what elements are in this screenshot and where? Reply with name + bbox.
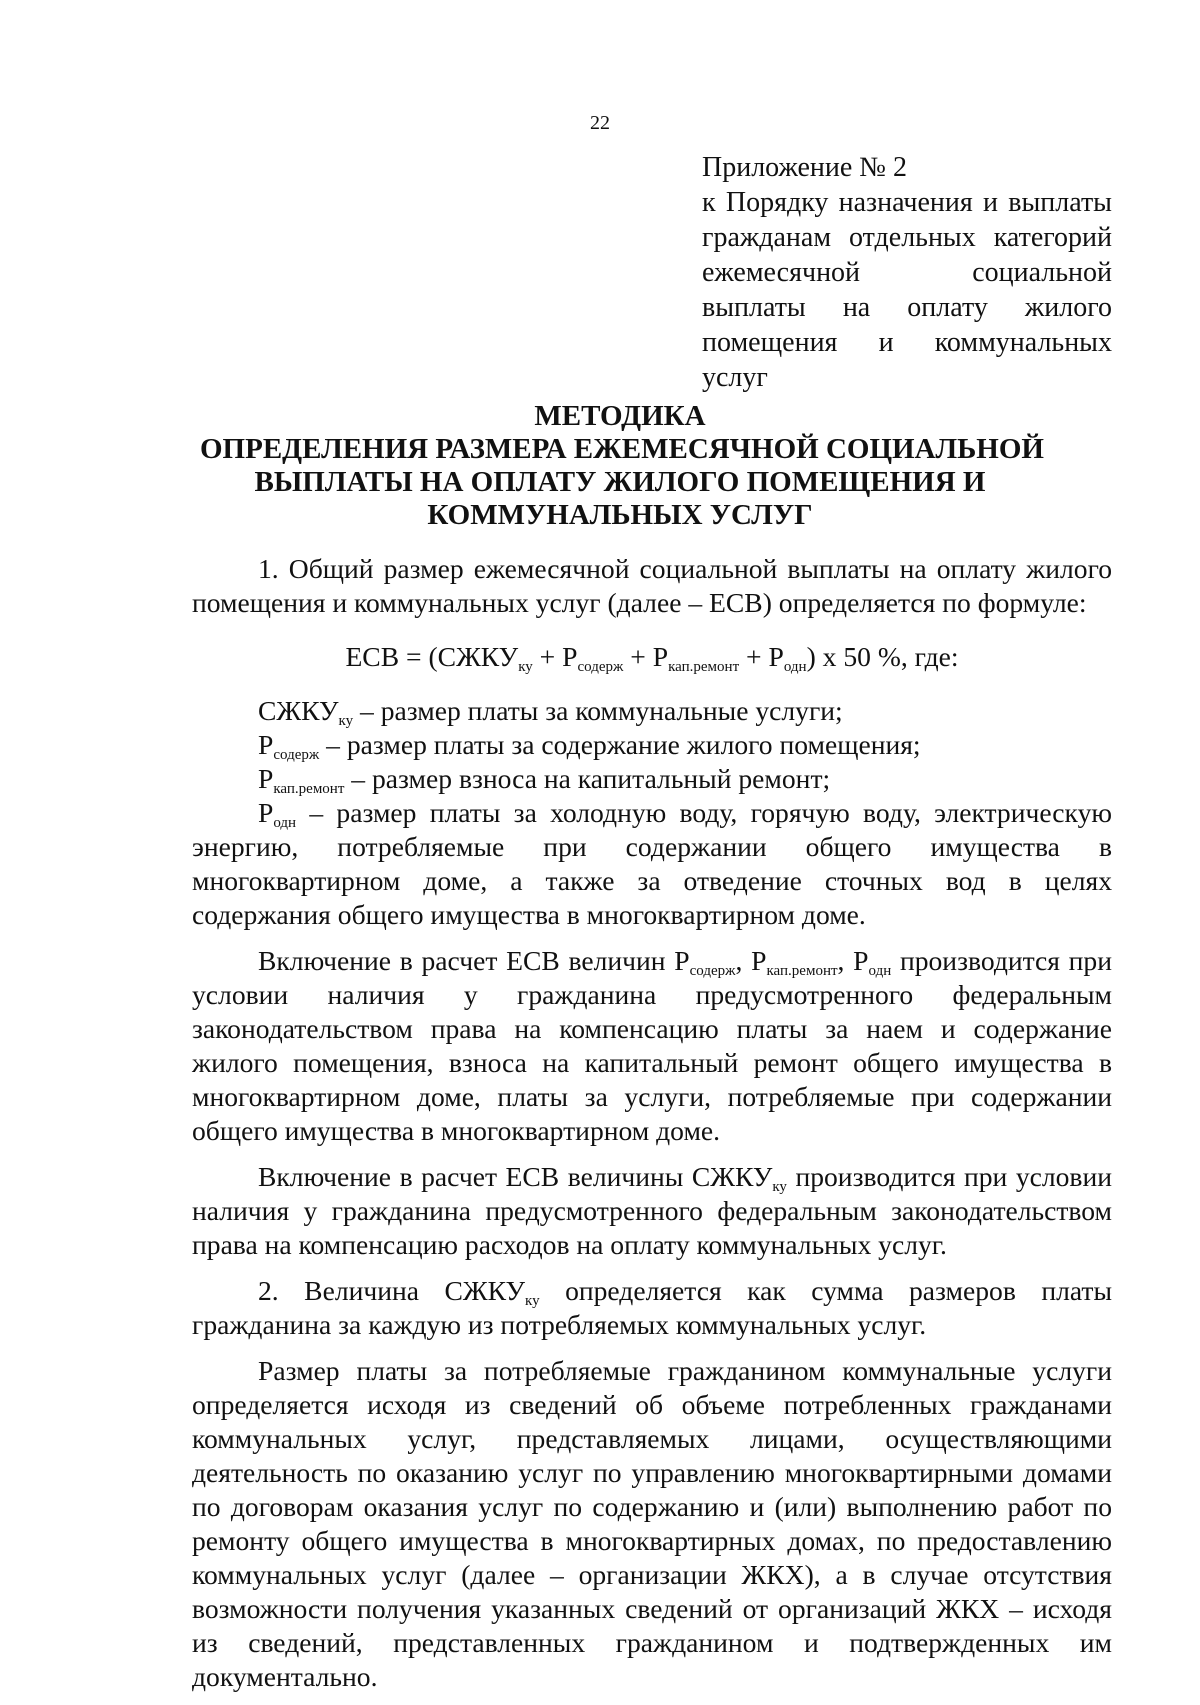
def-term: Р [258,763,274,794]
formula-subscript: содерж [577,659,624,675]
definition-4 [192,796,1112,932]
formula-part: ) х 50 %, где: [806,641,959,672]
text-part: 2. Величина СЖКУ [258,1275,526,1306]
paragraph-2 [192,944,1112,1148]
subscript: содерж [689,963,736,979]
formula-subscript: одн [783,659,807,675]
def-text: – размер платы за холодную воду, горячую воду, электрическую энергию, потребляемые при содержании общего имущества в многоквартирном доме, а также за отведение сточных вод в целях содержания общего имущества в многоквартирном доме. [192,797,1112,930]
document-heading [200,400,1044,532]
def-subscript: ку [338,713,354,729]
text-part: , Р [735,945,767,976]
definition-3 [192,762,1112,796]
paragraph-4 [192,1274,1112,1342]
heading-line: КОММУНАЛЬНЫХ УСЛУГ [427,499,813,531]
heading-line: ОПРЕДЕЛЕНИЯ РАЗМЕРА ЕЖЕМЕСЯЧНОЙ СОЦИАЛЬНОЙ [200,433,1044,465]
formula-part: + Р [623,641,669,672]
definition-1 [192,694,1112,728]
text-part: Включение в расчет ЕСВ величины СЖКУ [258,1161,773,1192]
def-subscript: одн [273,815,297,831]
subscript: одн [868,963,892,979]
def-text: – размер взноса на капитальный ремонт; [344,763,831,794]
text-part: производится при условии наличия у гражданина предусмотренного федеральным законодательством права на компенсацию расходов на оплату коммунальных услуг. [192,1161,1112,1260]
paragraph-3 [192,1160,1112,1262]
def-term: Р [258,797,274,828]
formula-part: + Р [739,641,784,672]
formula-part: ЕСВ = (СЖКУ [345,641,519,672]
text-part: определяется как сумма размеров платы гражданина за каждую из потребляемых коммунальных услуг. [192,1275,1113,1340]
text-part: , Р [837,945,869,976]
page-number: 22 [590,112,610,134]
def-term: СЖКУ [258,695,339,726]
paragraph-1: 1. Общий размер ежемесячной социальной выплаты на оплату жилого помещения и коммунальных услуг (далее – ЕСВ) определяется по формуле: [192,553,1112,618]
definition-2 [192,728,1112,762]
paragraph-5: Размер платы за потребляемые гражданином коммунальные услуги определяется исходя из сведений об объеме потребленных гражданами коммунальных услуг, представляемых лицами, осуществляющими деятельность по оказанию услуг по управлению многоквартирными домами по договорам оказания услуг по содержанию и (или) выполнению работ по ремонту общего имущества в многоквартирных домах, по предоставлению коммунальных услуг (далее – организации ЖКХ), а в случае отсутствия возможности получения указанных сведений от организаций ЖКХ – исходя из сведений, представленных гражданином и подтвержденных им документально. [192,1355,1112,1692]
subscript: ку [772,1179,787,1195]
def-text: – размер платы за коммунальные услуги; [353,695,843,726]
formula-subscript: кап.ремонт [668,659,740,675]
def-subscript: содерж [273,747,320,763]
appendix-block [702,150,1112,395]
def-text: – размер платы за содержание жилого помещения; [319,729,921,760]
document-body [192,552,1112,1694]
heading-line: ВЫПЛАТЫ НА ОПЛАТУ ЖИЛОГО ПОМЕЩЕНИЯ И [254,466,986,498]
subscript: кап.ремонт [766,963,838,979]
appendix-description: к Порядку назначения и выплаты гражданам отдельных категорий ежемесячной социальной выплаты на оплату жилого помещения и коммунальных услуг [702,187,1112,393]
formula-subscript: ку [518,659,533,675]
def-subscript: кап.ремонт [273,781,345,797]
text-part: Включение в расчет ЕСВ величин Р [258,945,690,976]
heading-line: МЕТОДИКА [534,400,706,432]
formula-part: + Р [532,641,578,672]
def-term: Р [258,729,274,760]
text-part: производится при условии наличия у гражданина предусмотренного федеральным законодательством права на компенсацию платы за наем и содержание жилого помещения, взноса на капитальный ремонт общего имущества в многоквартирном доме, платы за услуги, потребляемые при содержании общего имущества в многоквартирном доме. [192,945,1112,1146]
subscript: ку [525,1293,540,1309]
appendix-title: Приложение № 2 [702,152,907,183]
formula [192,640,1112,674]
